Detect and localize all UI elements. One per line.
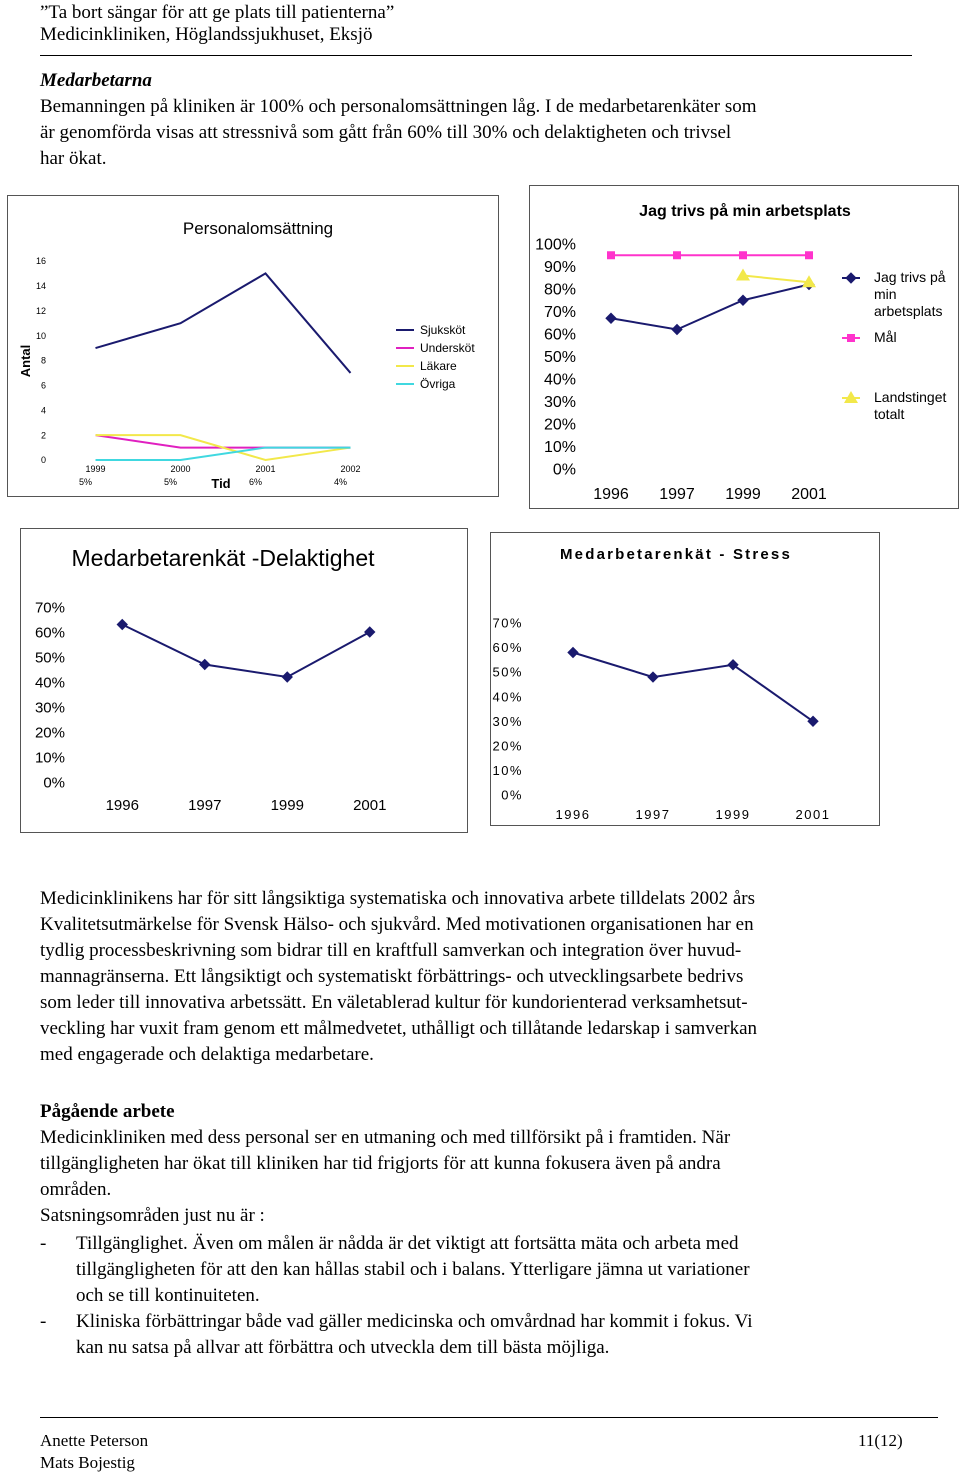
series-line-2 — [96, 435, 351, 447]
y-tick-label: 60% — [492, 640, 523, 656]
footer-author-1: Anette Peterson — [40, 1431, 149, 1450]
legend-label: arbetsplats — [874, 303, 943, 319]
y-tick-label: 40% — [543, 371, 576, 389]
x-tick-label: 2001 — [795, 807, 831, 822]
x-tick-label: 1997 — [659, 486, 695, 503]
x-tick-label: 1999 — [725, 486, 761, 503]
legend-label: Läkare — [420, 359, 457, 373]
y-tick-label: 0 — [40, 455, 46, 466]
bullet-dash: - — [40, 1311, 47, 1332]
x-tick-label: 1999 — [85, 464, 106, 474]
list-item — [40, 1231, 920, 1309]
header-title: ”Ta bort sängar för att ge plats till patienterna” — [40, 2, 395, 23]
data-point-1 — [606, 313, 616, 323]
chart-title: Medarbetarenkät - Stress — [559, 546, 793, 563]
chart-stress-svg — [491, 533, 879, 825]
y-tick-label: 30% — [492, 713, 523, 729]
x-tick-label: 2001 — [255, 464, 276, 474]
legend-label: Jag trivs på — [874, 269, 946, 285]
x-tick-sublabel: 6% — [248, 477, 263, 487]
chart-title: Jag trivs på min arbetsplats — [639, 203, 851, 220]
data-point-1 — [117, 620, 127, 630]
legend-label: min — [874, 286, 897, 302]
bullet-line: Kliniska förbättringar både vad gäller medicinska och omvårdnad har kommit i fokus. Vi — [76, 1311, 753, 1332]
y-tick-label: 6 — [40, 380, 46, 391]
x-axis-label: Tid — [211, 476, 231, 491]
series-line-1 — [611, 285, 809, 330]
paragraph-line: områden. — [40, 1179, 112, 1200]
data-point-1 — [738, 295, 748, 305]
x-tick-sublabel: 4% — [333, 477, 348, 487]
chart-personalomsattning — [7, 195, 499, 497]
data-point-2 — [673, 251, 681, 259]
y-tick-label: 80% — [543, 281, 576, 299]
y-tick-label: 50% — [34, 649, 65, 667]
y-tick-label: 8 — [40, 355, 46, 366]
section-pagaende — [40, 1099, 920, 1229]
data-point-1 — [672, 325, 682, 335]
data-point-1 — [282, 672, 292, 682]
y-tick-label: 20% — [492, 738, 523, 754]
footer-page-number: 11(12) — [858, 1431, 903, 1450]
x-tick-label: 1999 — [715, 807, 751, 822]
x-tick-label: 2000 — [170, 464, 191, 474]
y-tick-label: 10% — [492, 762, 523, 778]
x-tick-label: 1997 — [188, 797, 222, 814]
y-tick-label: 90% — [543, 259, 576, 277]
y-tick-label: 10% — [34, 749, 65, 767]
y-tick-label: 2 — [40, 430, 46, 441]
x-tick-label: 1996 — [555, 807, 591, 822]
bullet-dash: - — [40, 1233, 47, 1254]
bullet-line: tillgängligheten för att den kan hållas stabil och i balans. Ytterligare jämna ut variationer — [76, 1259, 750, 1280]
header-divider — [40, 55, 912, 56]
data-point-3 — [736, 269, 750, 281]
chart-delaktighet-svg — [21, 529, 467, 832]
chart-title: Personalomsättning — [182, 219, 334, 238]
header-subtitle: Medicinkliniken, Höglandssjukhuset, Eksjö — [40, 24, 373, 45]
paragraph-line: Bemanningen på kliniken är 100% och personalomsättningen låg. I de medarbetarenkäter som — [40, 96, 757, 117]
y-tick-label: 70% — [34, 599, 65, 617]
y-tick-label: 0% — [43, 774, 65, 792]
series-line-1 — [573, 652, 813, 721]
chart-stress — [490, 532, 880, 826]
y-tick-label: 70% — [543, 304, 576, 322]
y-tick-label: 40% — [492, 689, 523, 705]
x-tick-label: 1996 — [105, 797, 139, 814]
y-tick-label: 14 — [35, 281, 46, 292]
x-tick-label: 2001 — [791, 486, 827, 503]
chart-trivsel — [529, 185, 959, 509]
section-heading: Pågående arbete — [40, 1101, 175, 1122]
x-tick-sublabel: 5% — [78, 477, 93, 487]
legend-label: Övriga — [420, 377, 456, 391]
y-tick-label: 10 — [35, 330, 46, 341]
x-tick-label: 2001 — [353, 797, 387, 814]
paragraph-line: veckling har vuxit fram genom ett målmedvetet, uthålligt och tillåtande ledarskap i samverkan — [40, 1018, 758, 1039]
chart-delaktighet — [20, 528, 468, 833]
y-tick-label: 4 — [40, 405, 46, 416]
x-tick-label: 2002 — [340, 464, 361, 474]
section-medarbetarna — [40, 68, 920, 172]
section-kvalitet — [40, 886, 920, 1068]
y-tick-label: 20% — [543, 416, 576, 434]
y-tick-label: 50% — [543, 349, 576, 367]
section-heading: Medarbetarna — [40, 70, 152, 91]
legend-label: Mål — [874, 329, 897, 345]
bullet-line: Tillgänglighet. Även om målen är nådda är det viktigt att fortsätta mäta och arbeta med — [76, 1233, 739, 1254]
data-point-2 — [805, 251, 813, 259]
footer-author-2: Mats Bojestig — [40, 1453, 135, 1472]
paragraph-line: tillgängligheten har ökat till kliniken har tid frigjorts för att kunna fokusera även på andra — [40, 1153, 721, 1174]
data-point-1 — [365, 627, 375, 637]
y-tick-label: 50% — [492, 664, 523, 680]
legend-label: Landstinget — [874, 389, 947, 405]
y-tick-label: 10% — [543, 439, 576, 457]
bullet-list — [40, 1231, 920, 1361]
y-tick-label: 100% — [535, 236, 576, 254]
x-tick-label: 1999 — [270, 797, 304, 814]
data-point-1 — [648, 672, 658, 682]
paragraph-line: har ökat. — [40, 148, 107, 169]
paragraph-line: Medicinklinikens har för sitt långsiktiga systematiska och innovativa arbete tilldelats 2002 års — [40, 888, 755, 909]
y-tick-label: 30% — [543, 394, 576, 412]
y-tick-label: 60% — [34, 624, 65, 642]
bullet-line: och se till kontinuiteten. — [76, 1285, 260, 1306]
paragraph-line: Medicinkliniken med dess personal ser en utmaning och med tillförsikt på i framtiden. När — [40, 1127, 731, 1148]
list-item — [40, 1309, 920, 1361]
footer-divider — [40, 1417, 938, 1418]
paragraph-line: som leder till innovativa arbetssätt. En väletablerad kultur för kundorienterad verksamhetsut- — [40, 992, 748, 1013]
data-point-2 — [607, 251, 615, 259]
paragraph-line: Satsningsområden just nu är : — [40, 1205, 265, 1226]
legend-marker — [847, 334, 855, 342]
data-point-2 — [739, 251, 747, 259]
paragraph-line: tydlig processbeskrivning som bidrar till en kraftfull samverkan och integration över huvud- — [40, 940, 742, 961]
chart-personalomsattning-svg — [8, 196, 498, 496]
y-tick-label: 16 — [35, 256, 46, 267]
paragraph-line: är genomförda visas att stressnivå som gått från 60% till 30% och delaktigheten och trivsel — [40, 122, 732, 143]
legend-label: Sjuksköt — [420, 323, 466, 337]
legend-label: Undersköt — [420, 341, 475, 355]
chart-trivsel-svg — [530, 186, 958, 508]
y-tick-label: 0% — [552, 461, 576, 479]
paragraph-line: mannagränserna. Ett långsiktigt och systematiskt förbättrings- och utvecklingsarbete bedrivs — [40, 966, 744, 987]
paragraph-line: Kvalitetsutmärkelse för Svensk Hälso- och sjukvård. Med motivationen organisationen har en — [40, 914, 754, 935]
data-point-1 — [200, 660, 210, 670]
series-line-3 — [743, 276, 809, 283]
y-axis-label: Antal — [18, 344, 33, 378]
y-tick-label: 30% — [34, 699, 65, 717]
series-line-1 — [122, 625, 370, 678]
x-tick-label: 1996 — [593, 486, 629, 503]
bullet-line: kan nu satsa på allvar att förbättra och utveckla dem till bästa möjliga. — [76, 1337, 610, 1358]
legend-label: totalt — [874, 406, 905, 422]
y-tick-label: 70% — [492, 615, 523, 631]
data-point-1 — [568, 647, 578, 657]
y-tick-label: 20% — [34, 724, 65, 742]
series-line-1 — [96, 273, 351, 373]
chart-title: Medarbetarenkät -Delaktighet — [71, 545, 375, 571]
x-tick-label: 1997 — [635, 807, 671, 822]
y-tick-label: 40% — [34, 674, 65, 692]
y-tick-label: 60% — [543, 326, 576, 344]
y-tick-label: 12 — [35, 305, 46, 316]
y-tick-label: 0% — [501, 787, 523, 803]
paragraph-line: med engagerade och delaktiga medarbetare. — [40, 1044, 374, 1065]
x-tick-sublabel: 5% — [163, 477, 178, 487]
legend-marker — [846, 273, 856, 283]
